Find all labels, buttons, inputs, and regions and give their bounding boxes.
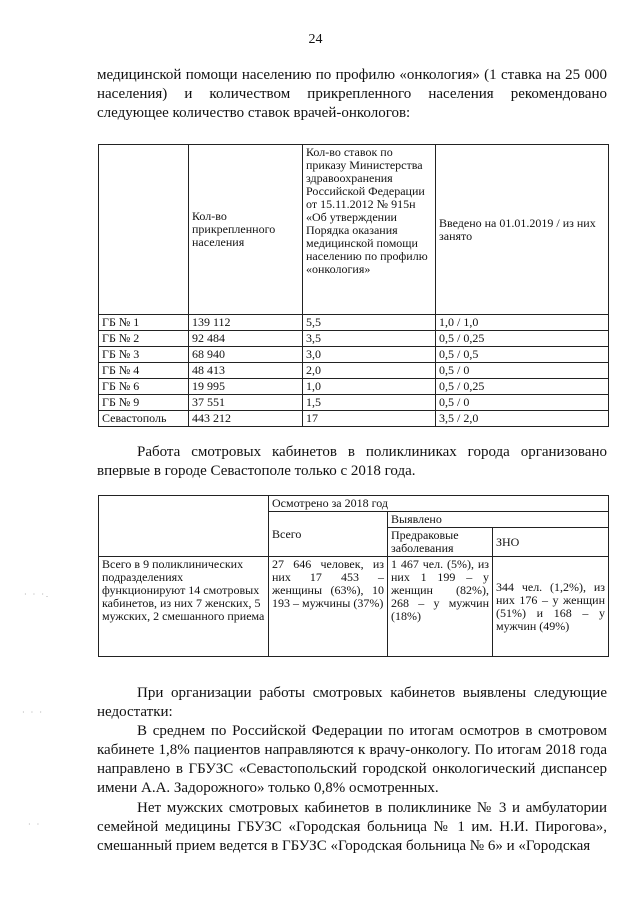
table-row xyxy=(99,379,609,395)
table-cell: 92 484 xyxy=(189,331,303,347)
table-header-cell xyxy=(99,496,269,557)
table-cell: ГБ № 6 xyxy=(99,379,189,395)
table-cell: 0,5 / 0,25 xyxy=(436,331,609,347)
table-row xyxy=(99,395,609,411)
table-cell: 344 чел. (1,2%), из них 176 – у женщин (51%) и 168 – у мужчин (49%) xyxy=(493,557,609,657)
table-cell: ГБ № 4 xyxy=(99,363,189,379)
table-cell: ГБ № 9 xyxy=(99,395,189,411)
table-row xyxy=(99,363,609,379)
table-cell: 3,5 / 2,0 xyxy=(436,411,609,427)
table-cell: 19 995 xyxy=(189,379,303,395)
table-cell: 37 551 xyxy=(189,395,303,411)
table-row xyxy=(99,331,609,347)
table-header-precancer: Предраковые заболевания xyxy=(388,528,493,557)
table-cell: 1,0 / 1,0 xyxy=(436,315,609,331)
paragraph-referral: В среднем по Российской Федерации по итогам осмотров в смотровом кабинете 1,8% пациентов направляются к врачу-онкологу. По итогам 2018 года направлено в ГБУЗС «Севастопольский городской онкологический диспансер имени А.А. Задорожного» только 0,8% осмотренных. xyxy=(97,723,607,796)
table-cell: 3,0 xyxy=(303,347,436,363)
table-header-cell xyxy=(99,145,189,315)
table-cell: 27 646 человек, из них 17 453 – женщины (63%), 10 193 – мужчины (37%) xyxy=(269,557,388,657)
table-header-row xyxy=(99,145,609,315)
scan-noise: · · xyxy=(28,820,42,829)
screening-table xyxy=(98,495,609,657)
table-cell: ГБ № 2 xyxy=(99,331,189,347)
table-cell: 0,5 / 0,25 xyxy=(436,379,609,395)
table-cell: 5,5 xyxy=(303,315,436,331)
table-cell: Севастополь xyxy=(99,411,189,427)
table-cell: 1,5 xyxy=(303,395,436,411)
table-cell: 0,5 / 0,5 xyxy=(436,347,609,363)
table-header-cell: Кол-во ставок по приказу Министерства здравоохранения Российской Федерации от 15.11.2012 № 915н «Об утверждении Порядка оказания медицинской помощи населению по профилю «онкология» xyxy=(303,145,436,315)
table-header-row xyxy=(99,496,609,512)
table-header-total: Всего xyxy=(269,512,388,557)
table-cell: 3,5 xyxy=(303,331,436,347)
table-row xyxy=(99,557,609,657)
table-cell: 0,5 / 0 xyxy=(436,363,609,379)
table-row xyxy=(99,315,609,331)
table-cell: 443 212 xyxy=(189,411,303,427)
table-cell: 68 940 xyxy=(189,347,303,363)
table-cell: 48 413 xyxy=(189,363,303,379)
intro-paragraph: медицинской помощи населению по профилю «онкология» (1 ставка на 25 000 населения) и количеством прикрепленного населения рекомендовано следующее количество ставок врачей-онкологов: xyxy=(97,67,607,121)
table-cell: 139 112 xyxy=(189,315,303,331)
staffing-table xyxy=(98,144,609,427)
table-header-zno: ЗНО xyxy=(493,528,609,557)
table-header-cell: Введено на 01.01.2019 / из них занято xyxy=(436,145,609,315)
table-header-examined: Осмотрено за 2018 год xyxy=(269,496,609,512)
table-cell: Всего в 9 поликлинических подразделениях функционируют 14 смотровых кабинетов, из них 7 женских, 5 мужских, 2 смешанного приема xyxy=(99,557,269,657)
middle-paragraph: Работа смотровых кабинетов в поликлиниках города организовано впервые в городе Севастополе только с 2018 года. xyxy=(97,444,607,479)
scan-noise: · · · xyxy=(22,708,44,717)
scan-noise: · · ·. xyxy=(24,590,50,599)
table-cell: ГБ № 3 xyxy=(99,347,189,363)
table-header-cell: Кол-во прикрепленного населения xyxy=(189,145,303,315)
table-cell: 1,0 xyxy=(303,379,436,395)
table-cell: 2,0 xyxy=(303,363,436,379)
page-number: 24 xyxy=(308,32,323,47)
table-cell: ГБ № 1 xyxy=(99,315,189,331)
paragraph-male-cabinets: Нет мужских смотровых кабинетов в поликлинике № 3 и амбулатории семейной медицины ГБУЗС «Городская больница № 1 им. Н.И. Пирогова», смешанный прием ведется в ГБУЗС «Городская больница № 6» и «Городская xyxy=(97,800,607,854)
table-row xyxy=(99,411,609,427)
table-cell: 0,5 / 0 xyxy=(436,395,609,411)
table-row xyxy=(99,347,609,363)
table-cell: 1 467 чел. (5%), из них 1 199 – у женщин (82%), 268 – у мужчин (18%) xyxy=(388,557,493,657)
paragraph-shortcomings: При организации работы смотровых кабинетов выявлены следующие недостатки: xyxy=(97,685,607,720)
table-header-detected: Выявлено xyxy=(388,512,609,528)
table-cell: 17 xyxy=(303,411,436,427)
